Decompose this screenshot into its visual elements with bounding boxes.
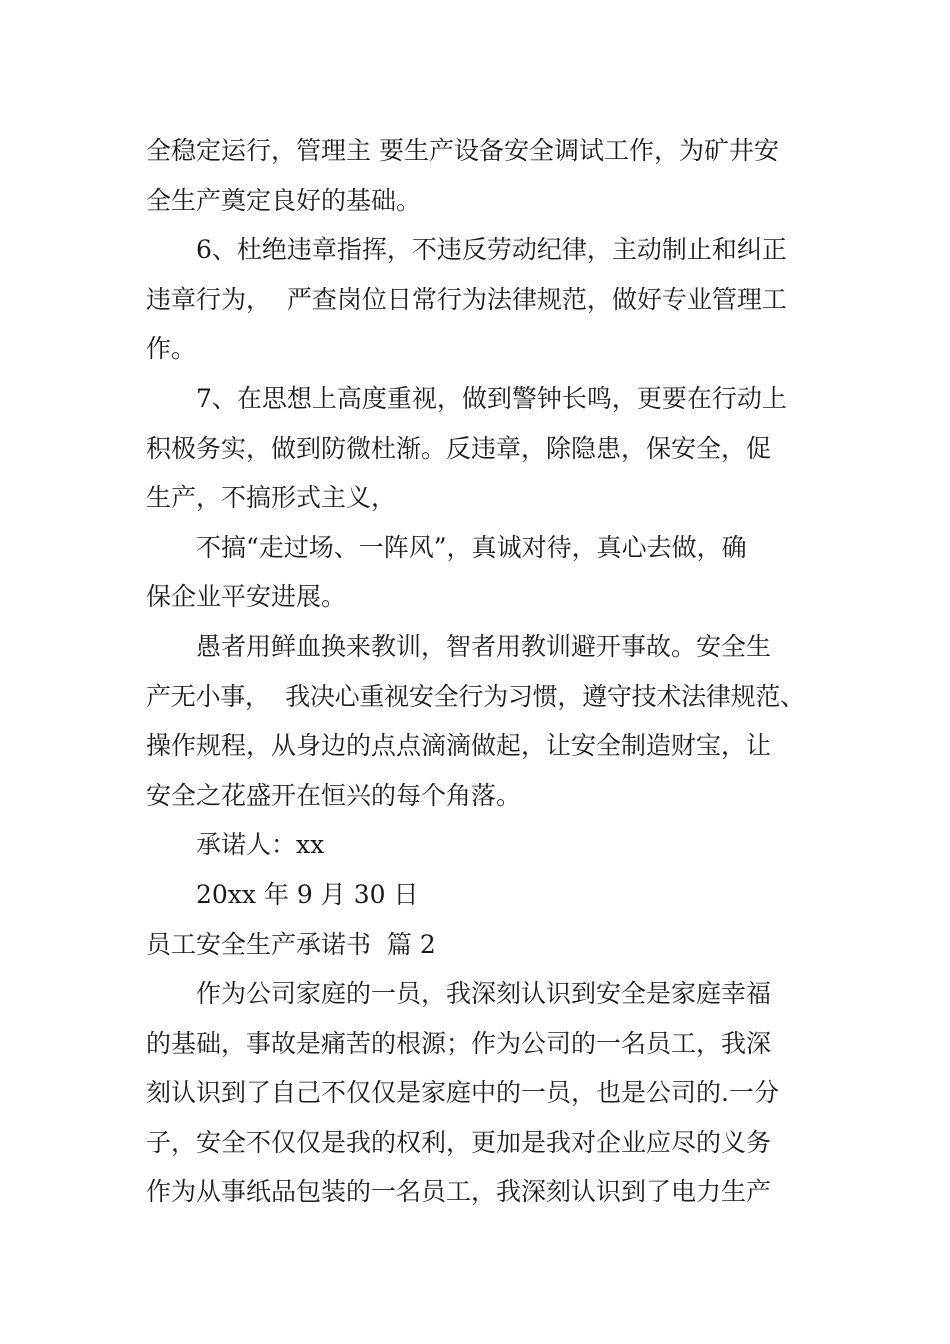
text-line: 不搞“走过场、一阵风”，真诚对待，真心去做，确 [196, 532, 747, 562]
date-line: 20xx 年 9 月 30 日 [196, 879, 419, 909]
text-line: 作为从事纸品包装的一名员工，我深刻认识到了电力生产 [146, 1177, 772, 1207]
text-line: 保企业平安进展。 [146, 582, 347, 612]
section-heading: 员工安全生产承诺书 篇 2 [146, 929, 436, 959]
document-body [146, 126, 806, 1217]
text-line: 全生产奠定良好的基础。 [146, 185, 422, 215]
text-line: 的基础，事故是痛苦的根源；作为公司的一名员工，我深 [146, 1028, 772, 1058]
text-line: 子，安全不仅仅是我的权利，更加是我对企业应尽的义务 [146, 1127, 772, 1157]
text-line: 作。 [146, 334, 197, 364]
text-line: 产无小事， 我决心重视安全行为习惯，遵守技术法律规范、 [146, 681, 805, 711]
signatory-line: 承诺人：xx [196, 830, 325, 860]
text-line: 安全之花盛开在恒兴的每个角落。 [146, 780, 522, 810]
text-line: 6、杜绝违章指挥，不违反劳动纪律，主动制止和纠正 [196, 235, 787, 265]
text-line: 作为公司家庭的一员，我深刻认识到安全是家庭幸福 [196, 979, 772, 1009]
text-line: 生产，不搞形式主义， [146, 483, 397, 513]
text-line: 积极务实，做到防微杜渐。反违章，除隐患，保安全，促 [146, 433, 772, 463]
text-line: 违章行为， 严查岗位日常行为法律规范，做好专业管理工 [146, 284, 787, 314]
text-line: 刻认识到了自己不仅仅是家庭中的一员，也是公司的.一分 [146, 1078, 779, 1108]
text-line: 愚者用鲜血换来教训，智者用教训避开事故。安全生 [196, 631, 772, 661]
text-line: 操作规程，从身边的点点滴滴做起，让安全制造财宝，让 [146, 731, 772, 761]
text-line: 全稳定运行，管理主 要生产设备安全调试工作，为矿井安 [146, 136, 779, 165]
text-line: 7、在思想上高度重视，做到警钟长鸣，更要在行动上 [196, 383, 787, 413]
